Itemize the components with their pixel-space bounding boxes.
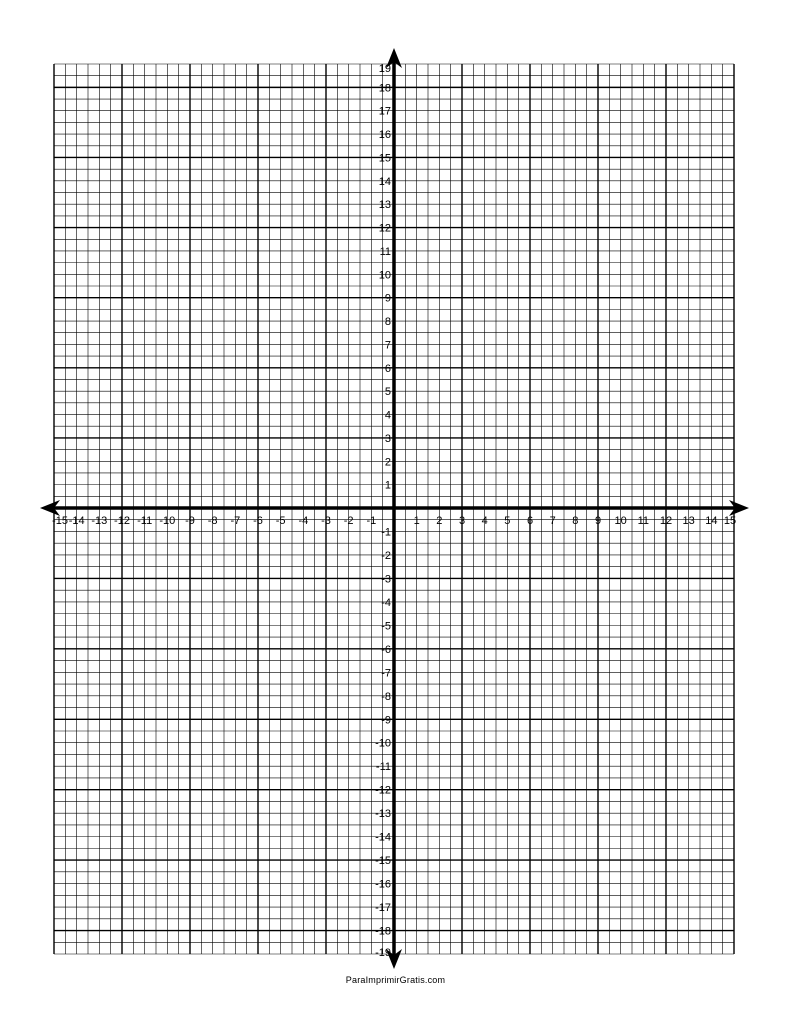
y-tick-label: -13	[375, 808, 391, 821]
x-tick-label: -10	[159, 515, 176, 527]
y-tick-label: 4	[384, 409, 391, 422]
x-tick-label: 2	[436, 515, 443, 527]
x-tick-label: -13	[91, 515, 108, 527]
x-tick-label: -5	[275, 515, 286, 527]
y-tick-label: -2	[381, 549, 391, 562]
x-tick-label: 4	[481, 515, 488, 527]
y-tick-label: -16	[375, 878, 391, 891]
x-tick-label: -7	[230, 515, 241, 527]
y-tick-label: -17	[375, 902, 391, 915]
x-tick-label: 5	[504, 515, 511, 527]
y-tick-label: -19	[375, 947, 391, 959]
y-tick-label: 16	[378, 129, 391, 142]
y-tick-label: 2	[384, 456, 391, 469]
y-tick-label: 6	[384, 362, 391, 375]
y-tick-label: 9	[384, 292, 391, 305]
x-tick-label: 14	[705, 515, 718, 527]
x-tick-label: 3	[458, 515, 466, 527]
y-tick-label: -3	[381, 573, 391, 586]
y-tick-label: 3	[384, 432, 391, 445]
x-tick-label: -3	[321, 515, 331, 527]
axes	[40, 48, 749, 969]
x-tick-label: 9	[594, 515, 602, 527]
x-tick-label: 10	[614, 515, 627, 527]
y-tick-label: -1	[381, 526, 391, 539]
y-tick-label: -14	[375, 831, 391, 844]
y-tick-label: 15	[378, 152, 391, 165]
y-tick-label: -18	[375, 925, 391, 938]
y-tick-label: -9	[381, 714, 391, 727]
x-tick-label: 8	[572, 515, 579, 527]
y-tick-label: -6	[381, 643, 391, 656]
x-tick-label: -1	[366, 515, 377, 527]
y-tick-label: -15	[375, 855, 391, 868]
y-tick-label: 5	[384, 386, 391, 399]
y-tick-label: 7	[384, 339, 391, 352]
x-tick-label: -4	[298, 515, 309, 527]
y-tick-label: -5	[381, 620, 391, 633]
y-tick-label: -4	[381, 596, 391, 609]
y-tick-label: -12	[375, 784, 391, 797]
x-tick-label: -8	[207, 515, 218, 527]
y-tick-label: -10	[375, 737, 391, 750]
x-tick-label: -11	[137, 515, 153, 527]
x-tick-label: -12	[114, 515, 130, 527]
y-tick-label: 8	[384, 316, 391, 329]
x-tick-label: -14	[68, 515, 85, 527]
y-tick-label: 1	[384, 479, 391, 492]
x-tick-label: 7	[549, 515, 556, 527]
x-tick-label: 1	[413, 515, 420, 527]
x-tick-label: 6	[526, 515, 534, 527]
y-tick-label: 13	[378, 199, 391, 212]
x-tick-label: 13	[682, 515, 695, 527]
y-tick-label: 11	[379, 245, 391, 258]
y-tick-label: 19	[378, 63, 391, 75]
y-tick-label: -8	[381, 690, 391, 703]
y-tick-label: -7	[381, 667, 391, 680]
y-tick-label: 17	[378, 105, 391, 118]
y-tick-label: 10	[378, 269, 391, 282]
x-tick-label: -15	[52, 515, 68, 527]
footer-credit: ParaImprimirGratis.com	[345, 975, 446, 985]
x-tick-label: -2	[343, 515, 354, 527]
y-tick-label: 12	[378, 222, 391, 235]
x-tick-label: -6	[253, 515, 263, 527]
y-tick-label: -11	[375, 761, 391, 774]
y-tick-label: 18	[378, 82, 391, 95]
x-tick-label: 12	[659, 515, 673, 527]
x-tick-label: -9	[185, 515, 195, 527]
y-tick-label: 14	[378, 175, 391, 188]
x-tick-label: 15	[723, 515, 737, 527]
x-tick-label: 11	[637, 515, 650, 527]
